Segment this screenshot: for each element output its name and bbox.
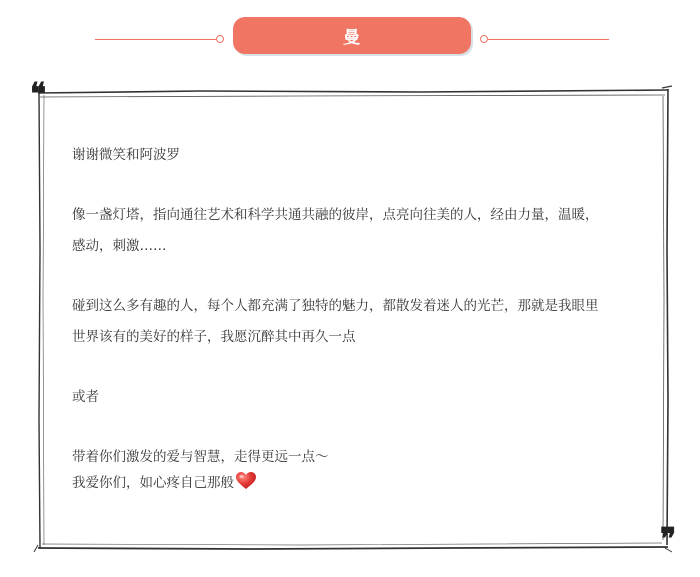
paragraph-2 [72,202,652,259]
text-line: 像一盏灯塔，指向通往艺术和科学共通共融的彼岸，点亮向往美的人，经由力量，温暖， [72,207,599,223]
text-line: 带着你们激发的爱与智慧，走得更远一点～ [72,449,329,465]
text-line: 感动，刺激…… [72,238,167,254]
text-line: 谢谢微笑和阿波罗 [72,147,180,163]
open-quote-icon: ❝ [30,77,47,112]
header-title: 曼 [343,28,361,48]
header-line-right [488,39,609,40]
text-line: 碰到这么多有趣的人，每个人都充满了独特的魅力，都散发着迷人的光芒，那就是我眼里 [72,298,599,314]
closing-text: 我爱你们，如心疼自己那般 [72,475,234,491]
paragraph-1 [72,142,652,168]
header-dot-left [216,35,224,43]
header-pill [233,17,471,54]
header [0,0,700,60]
heart-icon [236,472,256,499]
letter-content [72,142,652,499]
paragraph-3 [72,293,652,350]
close-quote-icon: ❞ [660,522,677,557]
paragraph-5 [72,444,652,499]
header-line-left [95,39,218,40]
paragraph-4 [72,384,652,410]
text-line [72,470,652,499]
text-line: 世界该有的美好的样子，我愿沉醉其中再久一点 [72,329,356,345]
header-dot-right [480,35,488,43]
text-line: 或者 [72,389,99,405]
